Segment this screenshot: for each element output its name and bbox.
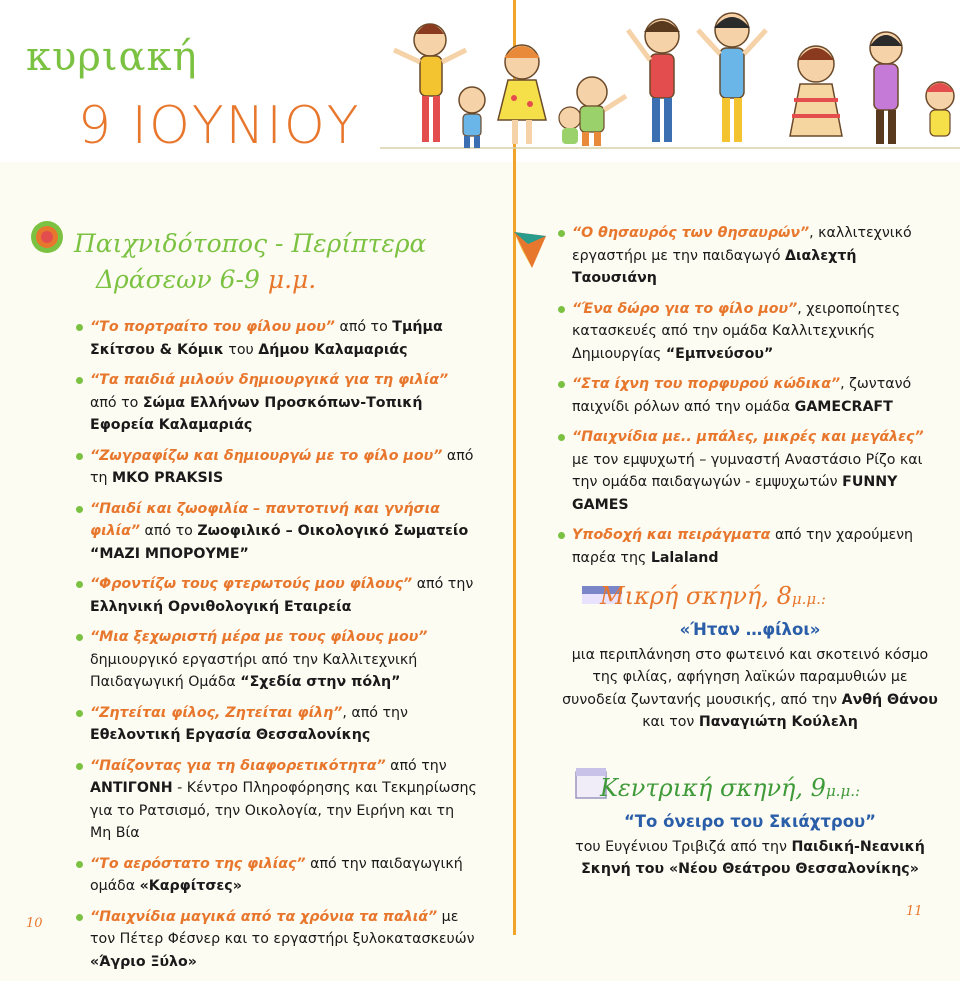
- item-text-c: Ζωοφιλικό – Οικολογικό Σωματείο “ΜΑΖΙ ΜΠΟΡΟΥΜΕ”: [90, 523, 469, 562]
- page-number-left: 10: [26, 916, 43, 931]
- small-stage-title-text: Μικρή σκηνή, 8: [600, 582, 792, 610]
- item-text-a: “Ζητείται φίλος, Ζητείται φίλη”: [90, 704, 343, 721]
- kite-icon: [510, 228, 550, 272]
- children-illustration: [380, 0, 960, 162]
- item-text-c: «Καρφίτσες»: [139, 878, 242, 894]
- item-text-a: “Παίζοντας για τη διαφορετικότητα”: [90, 757, 386, 774]
- section-title-line1: Παιχνιδότοπος - Περίπτερα: [74, 229, 427, 258]
- item-text-b: από την χαρούμενη παρέα της: [572, 527, 914, 566]
- central-stage-text: του Ευγένιου Τριβιζά από την: [575, 838, 792, 855]
- list-item: [560, 426, 932, 516]
- item-text-a: “Παιχνίδια με.. μπάλες, μικρές και μεγάλες”: [572, 429, 924, 445]
- list-item: [78, 626, 478, 694]
- central-stage-title-text: Κεντρική σκηνή, 9: [600, 774, 826, 802]
- item-text-c: ΜΚΟ PRAKSIS: [112, 470, 224, 486]
- day-heading: κυριακή: [26, 34, 198, 80]
- item-text-c: Τμήμα Σκίτσου & Κόμικ: [90, 319, 443, 358]
- list-item: [78, 573, 478, 618]
- central-stage-title: [560, 772, 940, 807]
- item-text-c: Εθελοντική Εργασία Θεσσαλονίκης: [90, 727, 371, 743]
- item-text-b: από το: [334, 319, 393, 335]
- item-text-d: - Κέντρο Πληροφόρησης και Τεκμηρίωσης για το Ρατσισμό, την Οικολογία, την Ειρήνη και τη Μη Βία: [90, 780, 477, 841]
- item-text-a: “Παιδί και ζωοφιλία – παντοτινή και γνήσια φιλία”: [90, 500, 440, 539]
- list-item: [78, 853, 478, 898]
- item-text-b: , ζωντανό παιχνίδι ρόλων από την ομάδα: [572, 376, 912, 415]
- central-stage-show: “Το όνειρο του Σκιάχτρου”: [623, 812, 877, 831]
- list-item: [78, 445, 478, 490]
- item-text-b: από τη: [90, 447, 474, 486]
- item-text-a: “Παιχνίδια μαγικά από τα χρόνια τα παλιά”: [90, 908, 438, 925]
- item-text-a: “Ζωγραφίζω και δημιουργώ με το φίλο μου”: [90, 447, 443, 464]
- item-text-b: από την: [412, 576, 474, 592]
- item-text-b: με τον Πέτερ Φέσνερ και το εργαστήρι ξυλοκατασκευών: [90, 908, 475, 947]
- section-title-line2: [96, 262, 426, 298]
- list-item: [78, 755, 478, 845]
- item-text-c: “Σχεδία στην πόλη”: [240, 674, 401, 690]
- list-item: [78, 702, 478, 747]
- item-text-c: Lalaland: [650, 549, 719, 566]
- item-text-a: “Στα ίχνη του πορφυρού κώδικα”: [572, 376, 841, 392]
- item-text-e: Δήμου Καλαμαριάς: [258, 341, 408, 358]
- item-text-c: «Άγριο Ξύλο»: [90, 953, 197, 970]
- item-text-b: από την παιδαγωγική ομάδα: [90, 855, 463, 894]
- item-text-c: GAMECRAFT: [794, 398, 893, 415]
- small-stage-unit: μ.μ.:: [791, 590, 826, 608]
- page-number-right: 11: [906, 904, 923, 919]
- section-title: [74, 226, 426, 298]
- list-item: [78, 498, 478, 566]
- central-stage-block: [560, 772, 940, 881]
- item-text-b: από το: [90, 394, 143, 411]
- list-item: [560, 222, 932, 290]
- list-item: [78, 316, 478, 361]
- item-text-a: “Μια ξεχωριστή μέρα με τους φίλους μου”: [90, 629, 428, 645]
- date-heading: 9 ΙΟΥΝΙΟΥ: [78, 96, 361, 156]
- item-text-a: “Ο θησαυρός των θησαυρών”: [572, 225, 810, 241]
- item-text-b: δημιουργικό εργαστήρι από την Καλλιτεχνική Παιδαγωγική Ομάδα: [90, 651, 418, 690]
- small-stage-show: «Ήταν …φίλοι»: [679, 620, 821, 639]
- item-text-c: FUNNY GAMES: [572, 474, 898, 513]
- item-text-a: “Ένα δώρο για το φίλο μου”: [572, 300, 798, 317]
- item-text-a: “Το αερόστατο της φιλίας”: [90, 855, 306, 872]
- central-stage-unit: μ.μ.:: [825, 782, 861, 800]
- left-activity-list: [78, 316, 478, 981]
- small-stage-text: μια περιπλάνηση στο φωτεινό και σκοτεινό κόσμο της φιλίας, αφήγηση λαϊκών παραμυθιών με συνοδεία ζωντανής μουσικής, από την: [562, 646, 929, 708]
- item-text-c: ΑΝΤΙΓΟΝΗ: [90, 780, 173, 796]
- small-stage-mid: και τον: [642, 714, 699, 730]
- item-text-c: Σώμα Ελλήνων Προσκόπων-Τοπική Εφορεία Καλαμαριάς: [90, 394, 423, 433]
- small-stage-title: [560, 580, 940, 615]
- small-stage-person1: Ανθή Θάνου: [841, 691, 938, 708]
- item-text-b: , από την: [342, 704, 408, 721]
- list-item: [560, 524, 932, 569]
- small-stage-block: [560, 580, 940, 734]
- section-time-unit: μ.μ.: [267, 265, 317, 294]
- item-text-c: Ελληνική Ορνιθολογική Εταιρεία: [90, 598, 352, 615]
- item-text-b: , χειροποίητες κατασκευές από την ομάδα Καλλιτεχνικής Δημιουργίας: [572, 300, 901, 362]
- item-text-a: “Το πορτραίτο του φίλου μου”: [90, 319, 335, 335]
- item-text-a: “Φροντίζω τους φτερωτούς μου φίλους”: [90, 576, 413, 592]
- item-text-a: Υποδοχή και πειράγματα: [572, 527, 771, 543]
- small-stage-person2: Παναγιώτη Κούλελη: [698, 714, 858, 730]
- list-item: [78, 369, 478, 437]
- item-text-b: με τον εμψυχωτή – γυμναστή Αναστάσιο Ρίζο και την ομάδα παιδαγωγών - εμψυχωτών: [572, 451, 923, 490]
- target-icon: [30, 220, 64, 254]
- item-text-b: από την: [385, 757, 447, 774]
- item-text-c: “Εμπνεύσου”: [665, 345, 774, 362]
- central-stage-company: Παιδική-Νεανική Σκηνή του «Νέου Θεάτρου Θεσσαλονίκης»: [581, 838, 925, 877]
- list-item: [560, 373, 932, 418]
- section-time: Δράσεων 6-9: [96, 265, 260, 294]
- item-text-d: του: [223, 341, 259, 358]
- item-text-c: Διαλεχτή Ταουσιάνη: [572, 247, 857, 286]
- item-text-b: , καλλιτεχνικό εργαστήρι με την παιδαγωγό: [572, 225, 912, 264]
- list-item: [78, 906, 478, 974]
- right-activity-list: [560, 222, 932, 577]
- item-text-b: από το: [140, 523, 198, 539]
- central-stage-description: [560, 836, 940, 881]
- item-text-a: “Τα παιδιά μιλούν δημιουργικά για τη φιλία”: [90, 372, 449, 388]
- small-stage-description: [560, 644, 940, 734]
- list-item: [560, 298, 932, 366]
